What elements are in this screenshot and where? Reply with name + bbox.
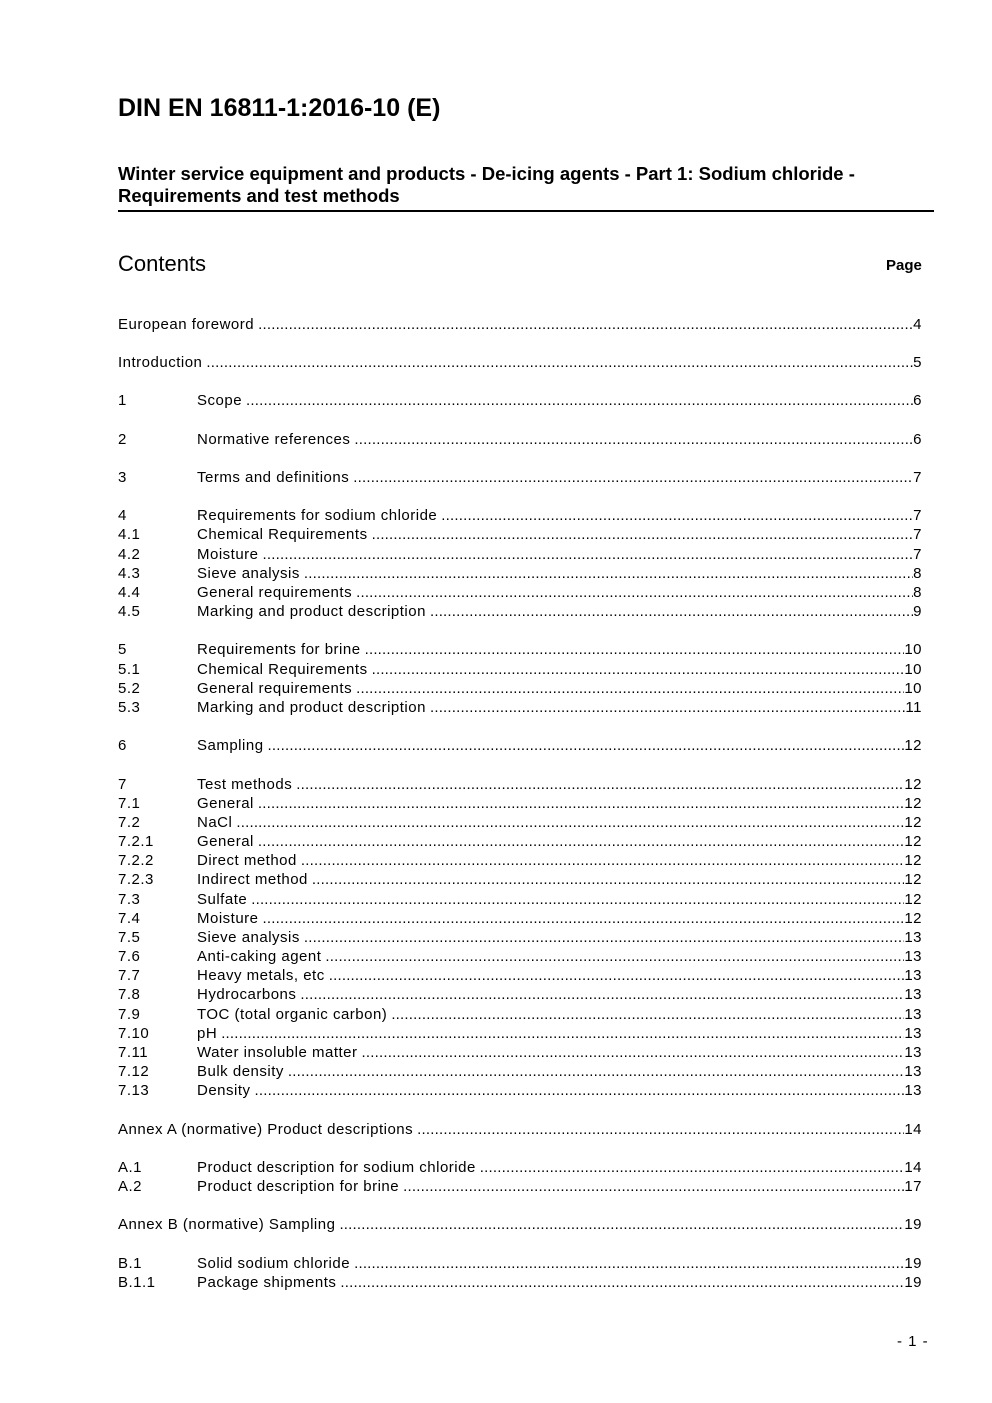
toc-entry[interactable] — [118, 506, 922, 525]
toc-entry-number: 7.8 — [118, 986, 141, 1003]
toc-entry[interactable] — [118, 353, 922, 372]
toc-dot-leader — [339, 1215, 904, 1234]
toc-entry-title: NaCl — [197, 814, 233, 831]
toc-entry-title: Chemical Requirements — [197, 526, 368, 543]
toc-entry-number: 2 — [118, 431, 127, 448]
toc-entry-number: 7.2 — [118, 814, 141, 831]
document-title: Winter service equipment and products - De-icing agents - Part 1: Sodium chloride - Requirements and test methods — [118, 163, 855, 206]
toc-entry-page: 12 — [904, 776, 922, 793]
toc-entry-number: 7.11 — [118, 1044, 149, 1061]
toc-entry[interactable] — [118, 640, 922, 659]
toc-entry-number: 5 — [118, 641, 127, 658]
toc-entry-title: Chemical Requirements — [197, 661, 368, 678]
toc-entry-page: 8 — [913, 565, 922, 582]
toc-dot-leader — [301, 851, 904, 870]
toc-entry-number: 7.6 — [118, 948, 141, 965]
toc-entry-number: 7.9 — [118, 1006, 141, 1023]
title-divider — [118, 210, 934, 212]
toc-entry[interactable] — [118, 564, 922, 583]
toc-entry-title: Solid sodium chloride — [197, 1255, 351, 1272]
toc-entry-number: 1 — [118, 392, 127, 409]
toc-entry[interactable] — [118, 1254, 922, 1273]
toc-dot-leader — [236, 813, 904, 832]
toc-entry-page: 6 — [913, 431, 922, 448]
toc-entry-page: 13 — [904, 1082, 922, 1099]
toc-entry-title: Moisture — [197, 910, 259, 927]
toc-entry[interactable] — [118, 1158, 922, 1177]
toc-dot-leader — [246, 391, 913, 410]
toc-dot-leader — [251, 890, 904, 909]
toc-entry[interactable] — [118, 1177, 922, 1196]
toc-entry-title: Direct method — [197, 852, 297, 869]
toc-entry[interactable] — [118, 698, 922, 717]
toc-entry-page: 12 — [904, 737, 922, 754]
toc-entry-number: 5.2 — [118, 680, 141, 697]
toc-dot-leader — [354, 1254, 904, 1273]
toc-entry-number: 4 — [118, 507, 127, 524]
toc-entry-title: Sampling — [197, 737, 264, 754]
toc-dot-leader — [206, 353, 913, 372]
toc-entry-page: 12 — [904, 891, 922, 908]
toc-entry-page: 11 — [905, 699, 922, 716]
toc-entry-title: General requirements — [197, 584, 353, 601]
toc-entry[interactable] — [118, 1120, 922, 1139]
toc-entry[interactable] — [118, 660, 922, 679]
toc-entry-page: 7 — [913, 546, 922, 563]
toc-entry-number: 4.1 — [118, 526, 141, 543]
toc-dot-leader — [417, 1120, 904, 1139]
toc-entry-page: 10 — [904, 680, 922, 697]
toc-entry-page: 12 — [904, 814, 922, 831]
toc-entry-title: Hydrocarbons — [197, 986, 297, 1003]
toc-entry[interactable] — [118, 391, 922, 410]
toc-entry-title: Marking and product description — [197, 699, 426, 716]
toc-dot-leader — [365, 640, 905, 659]
toc-entry[interactable] — [118, 468, 922, 487]
page-column-label: Page — [886, 257, 922, 274]
toc-dot-leader — [258, 794, 904, 813]
toc-entry-title: Sieve analysis — [197, 565, 300, 582]
toc-dot-leader — [430, 602, 913, 621]
toc-dot-leader — [304, 928, 904, 947]
toc-dot-leader — [312, 870, 904, 889]
toc-entry[interactable] — [118, 947, 922, 966]
toc-dot-leader — [356, 583, 913, 602]
toc-entry[interactable] — [118, 890, 922, 909]
toc-entry-title: Introduction — [118, 354, 203, 371]
toc-entry-number: 7 — [118, 776, 127, 793]
toc-entry-title: General requirements — [197, 680, 353, 697]
toc-dot-leader — [296, 775, 904, 794]
toc-entry-title: pH — [197, 1025, 218, 1042]
toc-entry-number: 7.5 — [118, 929, 141, 946]
toc-dot-leader — [263, 545, 914, 564]
toc-dot-leader — [325, 947, 904, 966]
toc-entry-title: Requirements for brine — [197, 641, 361, 658]
toc-dot-leader — [372, 660, 905, 679]
toc-dot-leader — [403, 1177, 904, 1196]
toc-dot-leader — [340, 1273, 904, 1292]
toc-entry-number: B.1.1 — [118, 1274, 156, 1291]
toc-entry-title: Normative references — [197, 431, 351, 448]
toc-entry[interactable] — [118, 870, 922, 889]
toc-entry-title: Marking and product description — [197, 603, 426, 620]
toc-entry[interactable] — [118, 679, 922, 698]
toc-entry-title: General — [197, 795, 254, 812]
toc-entry-number: 7.2.3 — [118, 871, 154, 888]
toc-entry-title: Annex A (normative) Product descriptions — [118, 1121, 414, 1138]
toc-entry[interactable] — [118, 736, 922, 755]
toc-entry-title: Anti-caking agent — [197, 948, 322, 965]
toc-entry-title: Package shipments — [197, 1274, 337, 1291]
toc-dot-leader — [430, 698, 905, 717]
toc-entry-number: 6 — [118, 737, 127, 754]
toc-entry-page: 10 — [904, 641, 922, 658]
toc-dot-leader — [268, 736, 905, 755]
toc-dot-leader — [263, 909, 905, 928]
toc-entry-title: Bulk density — [197, 1063, 284, 1080]
toc-entry-title: Scope — [197, 392, 243, 409]
toc-entry-title: Product description for brine — [197, 1178, 400, 1195]
toc-entry-title: General — [197, 833, 254, 850]
toc-entry-number: 7.2.1 — [118, 833, 154, 850]
toc-entry[interactable] — [118, 1215, 922, 1234]
document-designation: DIN EN 16811-1:2016-10 (E) — [118, 94, 441, 122]
toc-dot-leader — [300, 985, 904, 1004]
toc-entry-title: Sulfate — [197, 891, 248, 908]
toc-entry-page: 12 — [904, 910, 922, 927]
toc-dot-leader — [255, 1081, 905, 1100]
toc-dot-leader — [258, 832, 904, 851]
toc-dot-leader — [353, 468, 913, 487]
toc-entry-number: 5.3 — [118, 699, 141, 716]
toc-entry[interactable] — [118, 545, 922, 564]
toc-entry-page: 7 — [913, 469, 922, 486]
toc-entry-number: A.2 — [118, 1178, 143, 1195]
toc-entry-number: 7.10 — [118, 1025, 150, 1042]
toc-entry[interactable] — [118, 1043, 922, 1062]
toc-entry[interactable] — [118, 966, 922, 985]
toc-entry-number: 4.3 — [118, 565, 141, 582]
toc-entry-page: 14 — [904, 1159, 922, 1176]
toc-entry-title: Test methods — [197, 776, 293, 793]
toc-entry[interactable] — [118, 928, 922, 947]
toc-entry-page: 12 — [904, 833, 922, 850]
toc-entry-title: Heavy metals, etc — [197, 967, 325, 984]
toc-entry-page: 13 — [904, 1025, 922, 1042]
toc-entry-page: 5 — [913, 354, 922, 371]
toc-entry-page: 7 — [913, 507, 922, 524]
toc-entry-page: 9 — [913, 603, 922, 620]
toc-entry[interactable] — [118, 1081, 922, 1100]
toc-entry-page: 12 — [904, 871, 922, 888]
toc-entry[interactable] — [118, 1273, 922, 1292]
toc-entry-number: 4.5 — [118, 603, 141, 620]
toc-entry-title: Product description for sodium chloride — [197, 1159, 476, 1176]
toc-entry-number: 7.1 — [118, 795, 141, 812]
toc-entry-title: Annex B (normative) Sampling — [118, 1216, 336, 1233]
toc-entry-number: 4.2 — [118, 546, 141, 563]
toc-entry-page: 12 — [904, 852, 922, 869]
toc-entry-number: 5.1 — [118, 661, 141, 678]
toc-entry[interactable] — [118, 430, 922, 449]
toc-entry-page: 10 — [904, 661, 922, 678]
toc-entry[interactable] — [118, 813, 922, 832]
toc-entry[interactable] — [118, 985, 922, 1004]
toc-entry-number: 7.12 — [118, 1063, 150, 1080]
toc-entry[interactable] — [118, 832, 922, 851]
toc-entry[interactable] — [118, 602, 922, 621]
toc-entry[interactable] — [118, 1062, 922, 1081]
toc-entry[interactable] — [118, 775, 922, 794]
toc-entry-number: A.1 — [118, 1159, 143, 1176]
toc-dot-leader — [372, 525, 914, 544]
toc-dot-leader — [258, 315, 913, 334]
toc-dot-leader — [362, 1043, 905, 1062]
toc-entry-page: 8 — [913, 584, 922, 601]
toc-entry-number: 7.2.2 — [118, 852, 154, 869]
contents-heading: Contents — [118, 251, 207, 276]
toc-entry-number: 7.3 — [118, 891, 141, 908]
toc-entry-title: Terms and definitions — [197, 469, 350, 486]
toc-entry-page: 13 — [904, 1044, 922, 1061]
toc-dot-leader — [356, 679, 904, 698]
toc-entry-title: Indirect method — [197, 871, 308, 888]
toc-entry-page: 13 — [904, 1006, 922, 1023]
toc-entry-page: 7 — [913, 526, 922, 543]
toc-entry-page: 13 — [904, 929, 922, 946]
toc-dot-leader — [480, 1158, 905, 1177]
footer-page-number: - 1 - — [897, 1333, 929, 1350]
toc-entry-number: 7.13 — [118, 1082, 150, 1099]
toc-entry-number: 7.7 — [118, 967, 141, 984]
toc-entry-page: 19 — [904, 1216, 922, 1233]
toc-dot-leader — [288, 1062, 904, 1081]
toc-entry-number: B.1 — [118, 1255, 143, 1272]
toc-entry-title: Density — [197, 1082, 251, 1099]
toc-entry-page: 13 — [904, 948, 922, 965]
toc-entry-page: 13 — [904, 967, 922, 984]
toc-entry-title: TOC (total organic carbon) — [197, 1006, 388, 1023]
toc-entry-title: Water insoluble matter — [197, 1044, 358, 1061]
toc-entry[interactable] — [118, 315, 922, 334]
toc-entry[interactable] — [118, 583, 922, 602]
toc-entry-page: 19 — [904, 1255, 922, 1272]
toc-entry-page: 13 — [904, 986, 922, 1003]
toc-entry-page: 6 — [913, 392, 922, 409]
toc-entry-page: 13 — [904, 1063, 922, 1080]
toc-entry-page: 12 — [904, 795, 922, 812]
toc-entry-title: Sieve analysis — [197, 929, 300, 946]
toc-entry[interactable] — [118, 909, 922, 928]
toc-entry-page: 19 — [904, 1274, 922, 1291]
toc-dot-leader — [391, 1005, 904, 1024]
toc-entry[interactable] — [118, 525, 922, 544]
toc-dot-leader — [304, 564, 913, 583]
toc-entry[interactable] — [118, 794, 922, 813]
toc-entry-number: 7.4 — [118, 910, 141, 927]
toc-entry[interactable] — [118, 851, 922, 870]
toc-dot-leader — [354, 430, 913, 449]
toc-entry-title: Moisture — [197, 546, 259, 563]
toc-dot-leader — [329, 966, 905, 985]
toc-entry[interactable] — [118, 1005, 922, 1024]
toc-entry[interactable] — [118, 1024, 922, 1043]
toc-dot-leader — [441, 506, 913, 525]
toc-dot-leader — [221, 1024, 904, 1043]
toc-entry-page: 14 — [904, 1121, 922, 1138]
toc-entry-page: 4 — [913, 316, 922, 333]
toc-entry-page: 17 — [904, 1178, 922, 1195]
toc-entry-number: 4.4 — [118, 584, 141, 601]
toc-entry-title: European foreword — [118, 316, 255, 333]
toc-entry-number: 3 — [118, 469, 127, 486]
toc-entry-title: Requirements for sodium chloride — [197, 507, 438, 524]
